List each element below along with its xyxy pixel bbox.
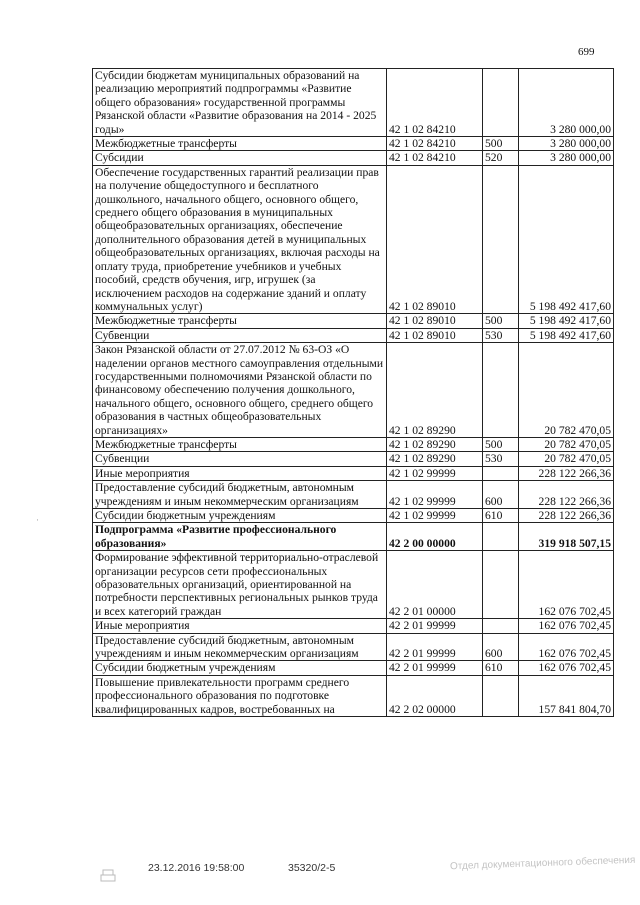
row-amount: 228 122 266,36: [519, 466, 614, 480]
row-code: 42 2 01 99999: [387, 619, 483, 633]
table-row: [93, 661, 614, 675]
row-type: 610: [483, 661, 519, 675]
row-amount: 5 198 492 417,60: [519, 328, 614, 342]
row-type: 600: [483, 481, 519, 509]
row-type: 600: [483, 633, 519, 661]
row-type: 530: [483, 452, 519, 466]
row-name: Субсидии: [93, 151, 387, 165]
row-name: Иные мероприятия: [93, 466, 387, 480]
row-code: 42 1 02 84210: [387, 151, 483, 165]
row-code: 42 1 02 84210: [387, 137, 483, 151]
row-name: Субвенции: [93, 328, 387, 342]
row-amount: 228 122 266,36: [519, 509, 614, 523]
table-row: [93, 481, 614, 509]
row-amount: 5 198 492 417,60: [519, 314, 614, 328]
table-row: [93, 633, 614, 661]
row-code: 42 2 01 99999: [387, 661, 483, 675]
row-type: 610: [483, 509, 519, 523]
margin-mark: ·: [36, 515, 39, 525]
row-type: [483, 523, 519, 551]
table-row: [93, 452, 614, 466]
row-type: 530: [483, 328, 519, 342]
row-type: 500: [483, 437, 519, 451]
table-row: [93, 619, 614, 633]
row-amount: 162 076 702,45: [519, 633, 614, 661]
row-amount: 3 280 000,00: [519, 151, 614, 165]
row-code: 42 1 02 89010: [387, 314, 483, 328]
row-code: 42 1 02 84210: [387, 69, 483, 137]
row-amount: 5 198 492 417,60: [519, 165, 614, 313]
row-type: 520: [483, 151, 519, 165]
row-amount: 162 076 702,45: [519, 619, 614, 633]
row-name: Межбюджетные трансферты: [93, 314, 387, 328]
row-name: Предоставление субсидий бюджетным, автономным учреждениям и иным некоммерческим организациям: [93, 633, 387, 661]
row-name: Закон Рязанской области от 27.07.2012 № 63-ОЗ «О наделении органов местного самоуправления отдельными государственными полномочиями Рязанской области по финансовому обеспечению получения дошкольного, начального общего, основного общего, среднего общего образования в частных общеобразовательных организациях»: [93, 343, 387, 438]
table-row: [93, 165, 614, 313]
table-row: [93, 69, 614, 137]
row-amount: 157 841 804,70: [519, 675, 614, 716]
table-row: [93, 675, 614, 716]
table-row: [93, 343, 614, 438]
row-name: Иные мероприятия: [93, 619, 387, 633]
row-name: Формирование эффективной территориально-отраслевой организации ресурсов сети профессиональных образовательных организаций, ориентированной на потребности перспективных региональных рынков труда и всех категорий граждан: [93, 551, 387, 619]
row-type: 500: [483, 137, 519, 151]
table-row: [93, 437, 614, 451]
row-type: [483, 619, 519, 633]
row-amount: 319 918 507,15: [519, 523, 614, 551]
row-amount: 3 280 000,00: [519, 137, 614, 151]
row-name: Субсидии бюджетам муниципальных образований на реализацию мероприятий подпрограммы «Развитие общего образования» государственной программы Рязанской области «Развитие образования на 2014 - 2025 годы»: [93, 69, 387, 137]
table-row: [93, 314, 614, 328]
row-amount: 20 782 470,05: [519, 437, 614, 451]
table-row: [93, 509, 614, 523]
row-amount: 162 076 702,45: [519, 551, 614, 619]
row-code: 42 1 02 89010: [387, 328, 483, 342]
footer-stamp: Отдел документационного обеспечения: [449, 854, 636, 873]
table-row: [93, 151, 614, 165]
row-name: Подпрограмма «Развитие профессионального образования»: [93, 523, 387, 551]
row-amount: 228 122 266,36: [519, 481, 614, 509]
row-type: [483, 675, 519, 716]
table-row: [93, 328, 614, 342]
row-name: Предоставление субсидий бюджетным, автономным учреждениям и иным некоммерческим организациям: [93, 481, 387, 509]
table-row: [93, 466, 614, 480]
table-row: [93, 551, 614, 619]
table-row: [93, 137, 614, 151]
row-name: Субвенции: [93, 452, 387, 466]
row-code: 42 2 01 99999: [387, 633, 483, 661]
printer-logo-icon: [100, 868, 116, 884]
row-code: 42 1 02 99999: [387, 466, 483, 480]
row-type: [483, 466, 519, 480]
footer-date: 23.12.2016 19:58:00: [148, 862, 245, 874]
row-name: Межбюджетные трансферты: [93, 137, 387, 151]
row-name: Субсидии бюджетным учреждениям: [93, 661, 387, 675]
row-code: 42 2 01 00000: [387, 551, 483, 619]
row-type: [483, 343, 519, 438]
row-type: [483, 69, 519, 137]
row-code: 42 2 00 00000: [387, 523, 483, 551]
row-code: 42 2 02 00000: [387, 675, 483, 716]
row-code: 42 1 02 89010: [387, 165, 483, 313]
row-name: Повышение привлекательности программ среднего профессионального образования по подготовке квалифицированных кадров, востребованных на: [93, 675, 387, 716]
row-type: [483, 165, 519, 313]
row-type: [483, 551, 519, 619]
row-name: Межбюджетные трансферты: [93, 437, 387, 451]
row-type: 500: [483, 314, 519, 328]
footer-doc-number: 35320/2-5: [288, 862, 336, 874]
row-code: 42 1 02 99999: [387, 481, 483, 509]
row-amount: 20 782 470,05: [519, 343, 614, 438]
row-amount: 20 782 470,05: [519, 452, 614, 466]
row-name: Субсидии бюджетным учреждениям: [93, 509, 387, 523]
row-code: 42 1 02 89290: [387, 452, 483, 466]
row-code: 42 1 02 99999: [387, 509, 483, 523]
table-row: [93, 523, 614, 551]
row-name: Обеспечение государственных гарантий реализации прав на получение общедоступного и бесплатного дошкольного, начального общего, основного общего, среднего общего образования в муниципальных общеобразовательных организациях, обеспечение дополнительного образования детей в муниципальных общеобразовательных организациях, включая расходы на оплату труда, приобретение учебников и учебных пособий, средств обучения, игр, игрушек (за исключением расходов на содержание зданий и оплату коммунальных услуг): [93, 165, 387, 313]
row-code: 42 1 02 89290: [387, 343, 483, 438]
row-amount: 3 280 000,00: [519, 69, 614, 137]
budget-table: [92, 68, 614, 717]
row-amount: 162 076 702,45: [519, 661, 614, 675]
page-number: 699: [578, 46, 595, 58]
budget-table-body: [93, 69, 614, 717]
row-code: 42 1 02 89290: [387, 437, 483, 451]
